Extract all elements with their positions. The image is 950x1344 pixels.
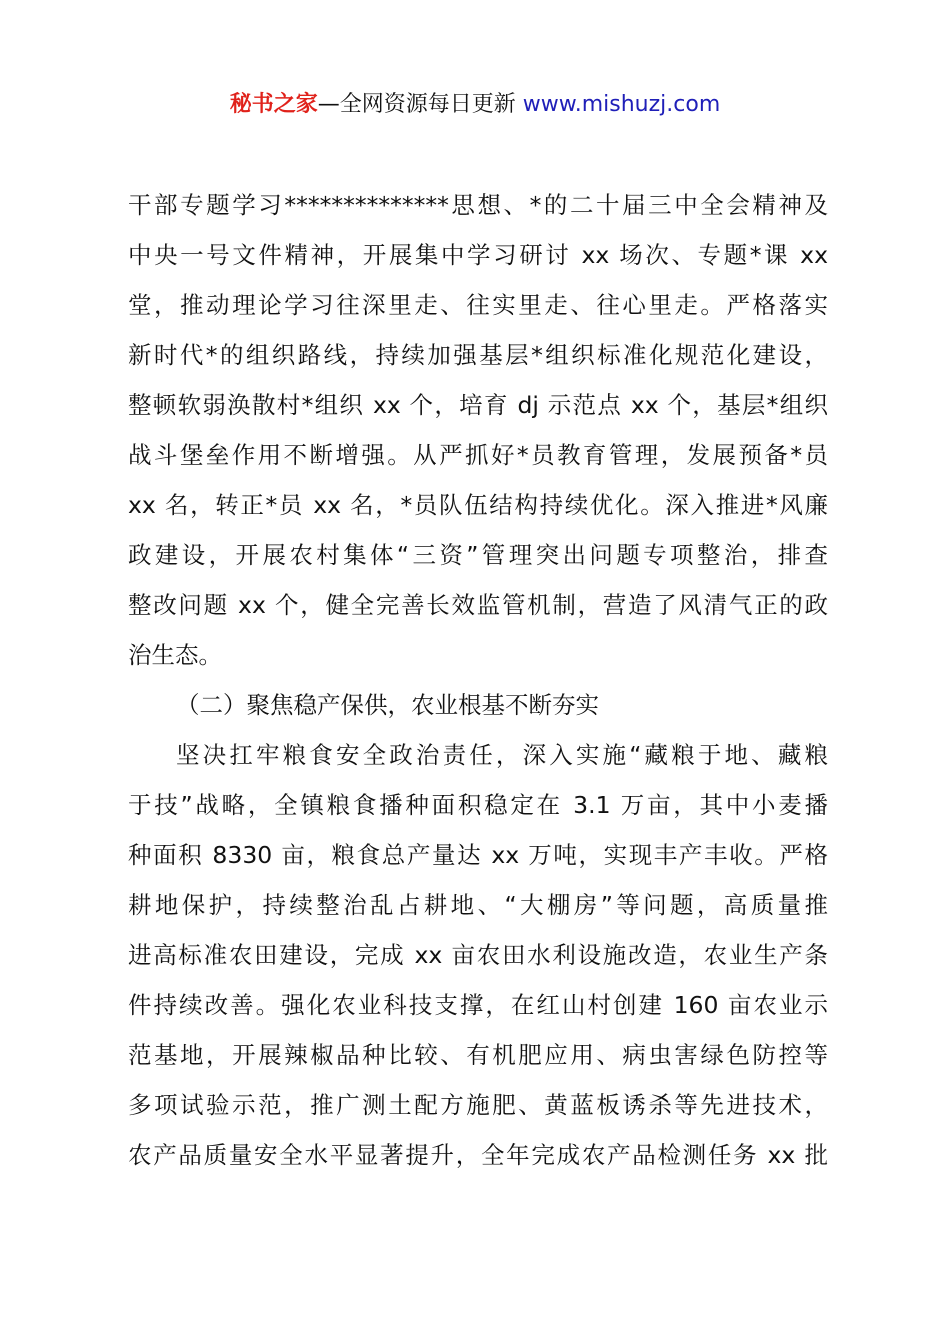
header-slogan: —全网资源每日更新 (317, 92, 516, 117)
text-line: 战斗堡垒作用不断增强。从严抓好*员教育管理，发展预备*员 (128, 441, 828, 469)
text-line: 政建设，开展农村集体“三资”管理突出问题专项整治，排查 (128, 541, 828, 569)
text-line: 堂，推动理论学习往深里走、往实里走、往心里走。严格落实 (128, 291, 828, 319)
text-line: 范基地，开展辣椒品种比较、有机肥应用、病虫害绿色防控等 (128, 1041, 828, 1069)
text-line: 治生态。 (128, 641, 222, 669)
section-heading: （二）聚焦稳产保供，农业根基不断夯实 (176, 691, 599, 719)
brand-name: 秘书之家 (229, 92, 318, 117)
text-line: 种面积 8330 亩，粮食总产量达 xx 万吨，实现丰产丰收。严格 (128, 841, 828, 869)
document-body (128, 180, 828, 1180)
text-line: 中央一号文件精神，开展集中学习研讨 xx 场次、专题*课 xx (128, 241, 828, 269)
text-line: 整改问题 xx 个，健全完善长效监管机制，营造了风清气正的政 (128, 591, 828, 619)
page-header (0, 88, 950, 122)
text-line: 耕地保护，持续整治乱占耕地、“大棚房”等问题，高质量推 (128, 891, 828, 919)
text-line: 农产品质量安全水平显著提升，全年完成农产品检测任务 xx 批 (128, 1141, 828, 1169)
text-line: xx 名，转正*员 xx 名，*员队伍结构持续优化。深入推进*风廉 (128, 491, 828, 519)
text-line: 坚决扛牢粮食安全政治责任，深入实施“藏粮于地、藏粮 (176, 741, 828, 769)
text-line: 干部专题学习**************思想、*的二十届三中全会精神及 (128, 191, 828, 219)
text-line: 进高标准农田建设，完成 xx 亩农田水利设施改造，农业生产条 (128, 941, 828, 969)
text-line: 整顿软弱涣散村*组织 xx 个，培育 dj 示范点 xx 个，基层*组织 (128, 391, 828, 419)
website-link[interactable]: www.mishuzj.com (522, 92, 721, 117)
text-line: 新时代*的组织路线，持续加强基层*组织标准化规范化建设， (128, 341, 828, 369)
text-line: 于技”战略，全镇粮食播种面积稳定在 3.1 万亩，其中小麦播 (128, 791, 828, 819)
text-line: 件持续改善。强化农业科技支撑，在红山村创建 160 亩农业示 (128, 991, 828, 1019)
text-line: 多项试验示范，推广测土配方施肥、黄蓝板诱杀等先进技术， (128, 1091, 828, 1119)
